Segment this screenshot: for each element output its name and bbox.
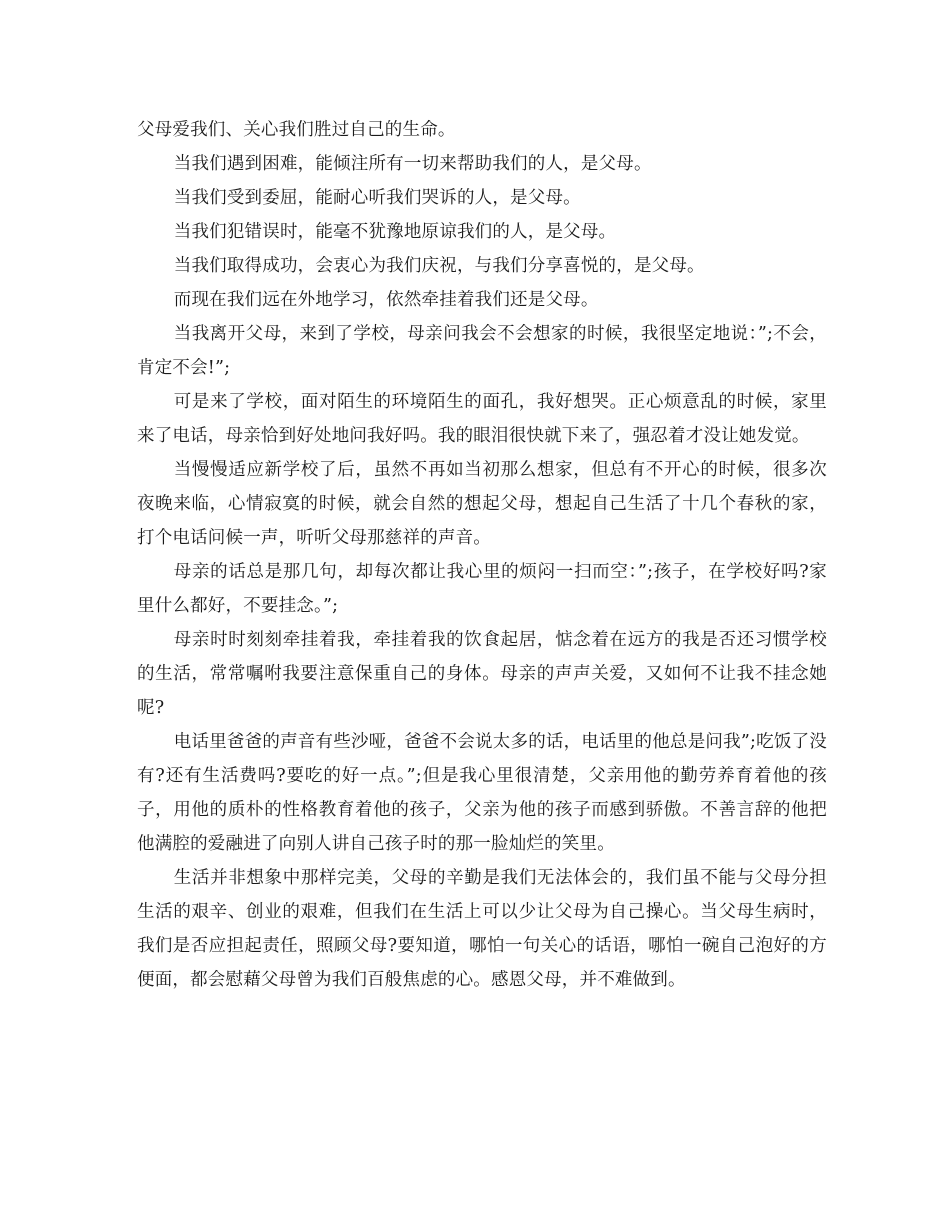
paragraph-4: 当我们犯错误时，能毫不犹豫地原谅我们的人，是父母。	[173, 222, 617, 242]
paragraph-6: 而现在我们远在外地学习，依然牵挂着我们还是父母。	[173, 290, 599, 310]
paragraph-7: 当我离开父母，来到了学校，母亲问我会不会想家的时候，我很坚定地说：”;不会，肯定不会!”;	[137, 324, 827, 378]
paragraph-8: 可是来了学校，面对陌生的环境陌生的面孔，我好想哭。正心烦意乱的时候，家里来了电话，母亲恰到好处地问我好吗。我的眼泪很快就下来了，强忍着才没让她发觉。	[137, 392, 827, 446]
paragraph-12: 电话里爸爸的声音有些沙哑，爸爸不会说太多的话，电话里的他总是问我”;吃饭了没有?还有生活费吗?要吃的好一点。”;但是我心里很清楚，父亲用他的勤劳养育着他的孩子，用他的质朴的性格教育着他的孩子，父亲为他的孩子而感到骄傲。不善言辞的他把他满腔的爱融进了向别人讲自己孩子时的那一脸灿烂的笑里。	[137, 732, 827, 854]
paragraph-2: 当我们遇到困难，能倾注所有一切来帮助我们的人，是父母。	[173, 154, 652, 174]
paragraph-13: 生活并非想象中那样完美，父母的辛勤是我们无法体会的，我们虽不能与父母分担生活的艰辛、创业的艰难，但我们在生活上可以少让父母为自己操心。当父母生病时，我们是否应担起责任，照顾父母?要知道，哪怕一句关心的话语，哪怕一碗自己泡好的方便面，都会慰藉父母曾为我们百般焦虑的心。感恩父母，并不难做到。	[137, 868, 827, 990]
paragraph-11: 母亲时时刻刻牵挂着我，牵挂着我的饮食起居，惦念着在远方的我是否还习惯学校的生活，常常嘱咐我要注意保重自己的身体。母亲的声声关爱，又如何不让我不挂念她呢?	[137, 630, 827, 718]
document-body	[137, 113, 827, 997]
paragraph-10: 母亲的话总是那几句，却每次都让我心里的烦闷一扫而空：”;孩子，在学校好吗?家里什么都好，不要挂念。”;	[137, 562, 827, 616]
paragraph-9: 当慢慢适应新学校了后，虽然不再如当初那么想家，但总有不开心的时候，很多次夜晚来临，心情寂寞的时候，就会自然的想起父母，想起自己生活了十几个春秋的家，打个电话问候一声，听听父母那慈祥的声音。	[137, 460, 827, 548]
paragraph-5: 当我们取得成功，会衷心为我们庆祝，与我们分享喜悦的，是父母。	[173, 256, 705, 276]
paragraph-3: 当我们受到委屈，能耐心听我们哭诉的人，是父母。	[173, 188, 581, 208]
paragraph-1: 父母爱我们、关心我们胜过自己的生命。	[137, 120, 456, 140]
